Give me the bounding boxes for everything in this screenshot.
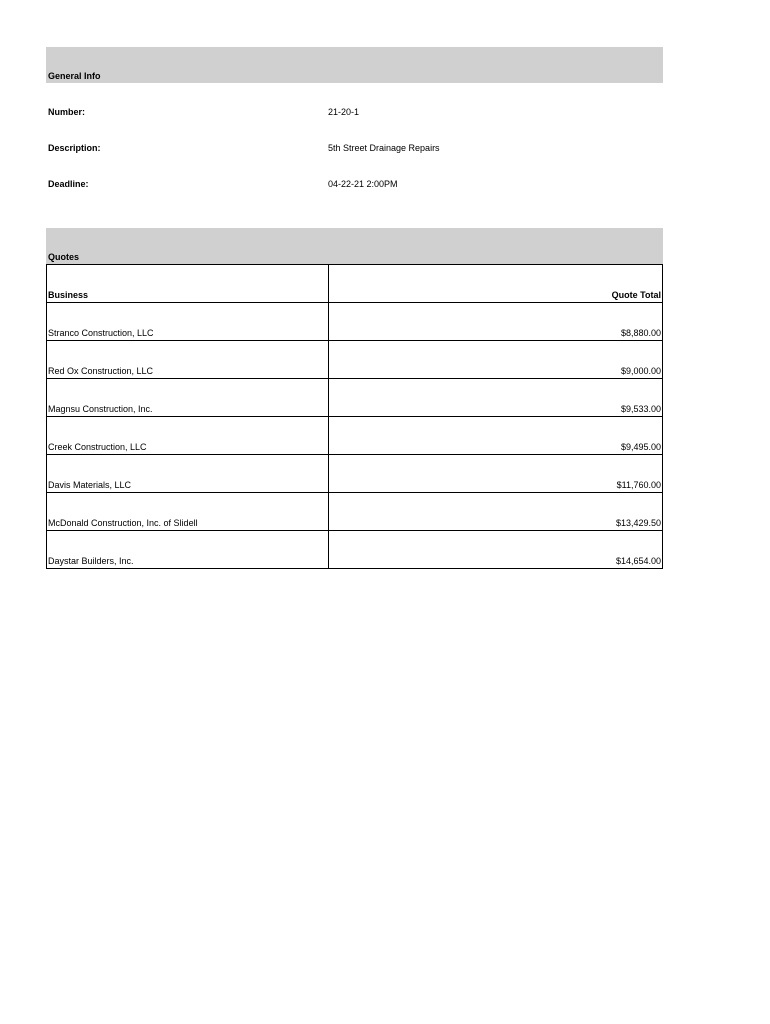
section-spacer [46,191,663,228]
quotes-header-row [47,265,663,303]
table-row [47,303,663,341]
quotes-header [46,228,663,264]
deadline-row [46,155,663,191]
table-row [47,417,663,455]
quote-total-cell: $9,000.00 [329,341,663,379]
deadline-label: Deadline: [48,179,89,189]
business-cell: Daystar Builders, Inc. [47,531,329,569]
table-row [47,379,663,417]
business-cell: McDonald Construction, Inc. of Slidell [47,493,329,531]
column-header-business: Business [47,265,329,303]
quote-total-cell: $9,495.00 [329,417,663,455]
description-row [46,119,663,155]
quote-total-cell: $13,429.50 [329,493,663,531]
number-label: Number: [48,107,86,117]
general-info-title: General Info [48,71,101,81]
description-value: 5th Street Drainage Repairs [328,143,440,153]
business-cell: Davis Materials, LLC [47,455,329,493]
quote-total-cell: $14,654.00 [329,531,663,569]
table-row [47,341,663,379]
deadline-value: 04-22-21 2:00PM [328,179,398,189]
quotes-table [46,264,663,569]
quote-total-cell: $9,533.00 [329,379,663,417]
general-info-header [46,47,663,83]
table-row [47,455,663,493]
column-header-quote-total: Quote Total [329,265,663,303]
business-cell: Stranco Construction, LLC [47,303,329,341]
table-row [47,493,663,531]
business-cell: Red Ox Construction, LLC [47,341,329,379]
quote-total-cell: $11,760.00 [329,455,663,493]
spreadsheet-page [46,47,663,569]
quote-total-cell: $8,880.00 [329,303,663,341]
business-cell: Magnsu Construction, Inc. [47,379,329,417]
number-value: 21-20-1 [328,107,360,117]
business-cell: Creek Construction, LLC [47,417,329,455]
table-row [47,531,663,569]
description-label: Description: [48,143,101,153]
number-row [46,83,663,119]
quotes-title: Quotes [48,252,80,262]
